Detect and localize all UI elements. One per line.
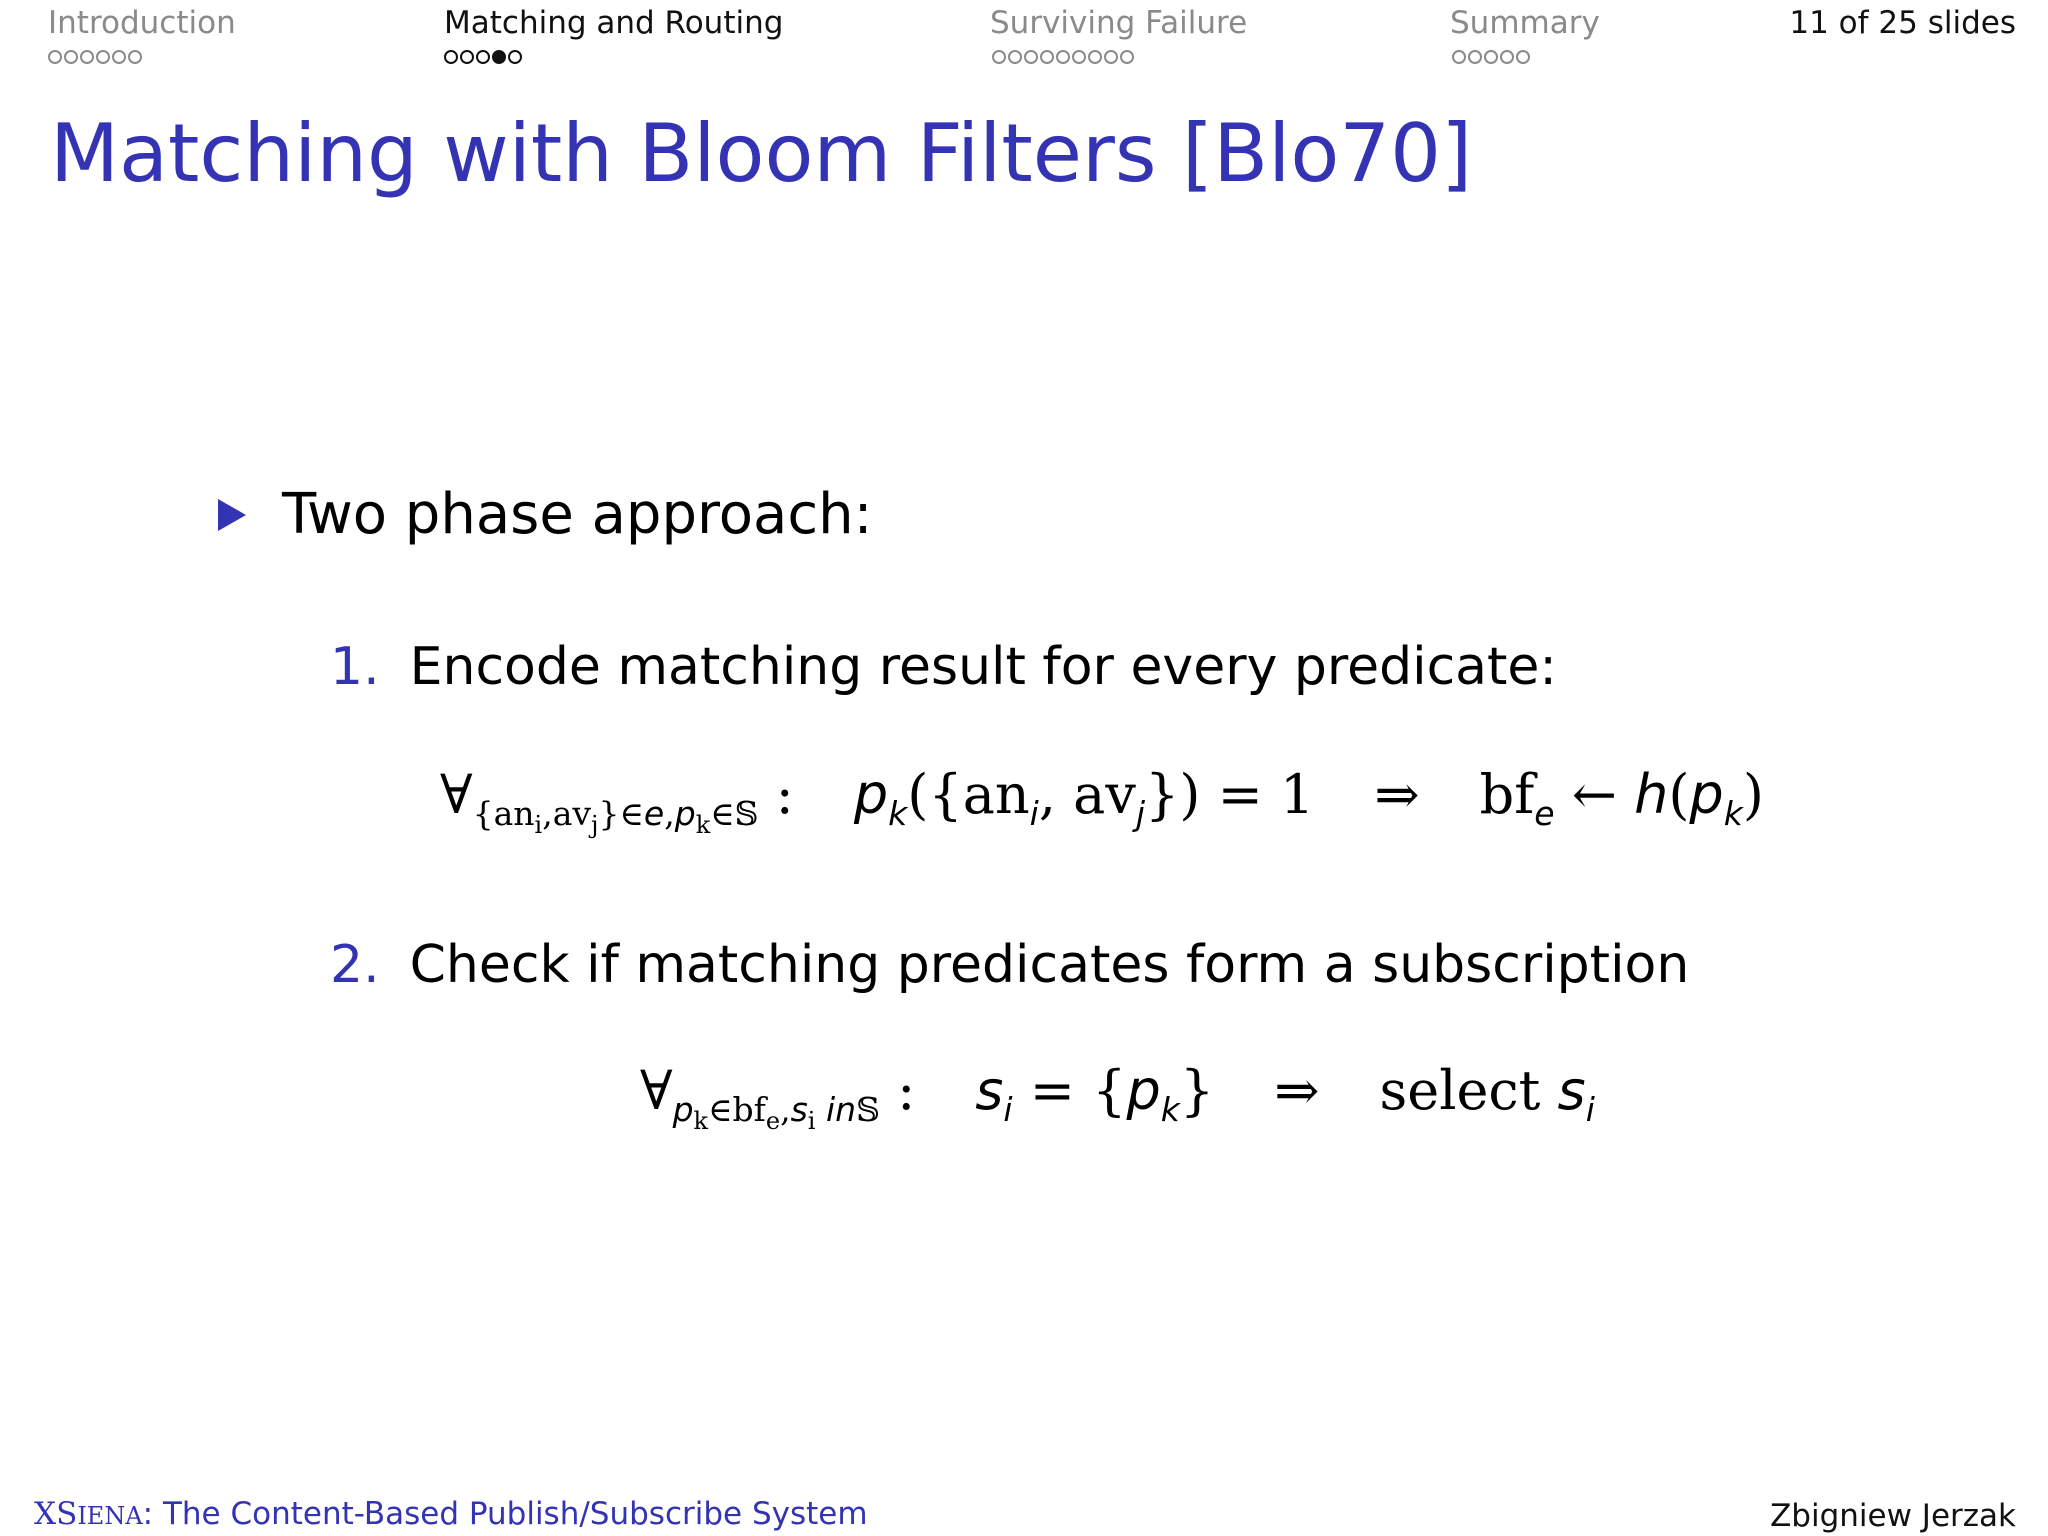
footer-author: Zbigniew Jerzak (1770, 1498, 2016, 1534)
nav-dot[interactable] (80, 50, 94, 64)
slide-title: Matching with Bloom Filters [Blo70] (50, 107, 1473, 200)
nav-dot[interactable] (96, 50, 110, 64)
footer-brand-first: XS (34, 1496, 78, 1532)
nav-dot[interactable] (1008, 50, 1022, 64)
nav-dot[interactable] (492, 50, 506, 64)
nav-dot[interactable] (1088, 50, 1102, 64)
nav-dot[interactable] (1484, 50, 1498, 64)
nav-dot[interactable] (1516, 50, 1530, 64)
nav-dots-introduction (48, 50, 142, 64)
nav-dot[interactable] (128, 50, 142, 64)
nav-dot[interactable] (64, 50, 78, 64)
nav-dot[interactable] (508, 50, 522, 64)
nav-dot[interactable] (1056, 50, 1070, 64)
step-2 (330, 932, 1689, 998)
nav-dot[interactable] (1468, 50, 1482, 64)
triangle-bullet-icon (218, 499, 246, 531)
nav-dot[interactable] (1500, 50, 1514, 64)
bullet-item (218, 480, 873, 550)
slide-counter: 11 of 25 slides (1789, 5, 2016, 41)
bullet-text: Two phase approach: (282, 482, 873, 547)
step-number: 2. (330, 935, 380, 995)
nav-dot[interactable] (1120, 50, 1134, 64)
step-number: 1. (330, 637, 380, 697)
step-text: Encode matching result for every predicate: (409, 637, 1557, 697)
nav-dot[interactable] (992, 50, 1006, 64)
nav-section-summary[interactable]: Summary (1450, 5, 1600, 41)
nav-dot[interactable] (1072, 50, 1086, 64)
formula-check: $\forall_{p_k\in bf_e,s_i in𝕊}$ : $s_i = \{p_k\}$ ⇒ select $s_i$ (640, 1059, 1595, 1135)
nav-dot[interactable] (1040, 50, 1054, 64)
step-text: Check if matching predicates form a subscription (409, 935, 1690, 995)
nav-dots-matching-and-routing (444, 50, 522, 64)
nav-section-matching-and-routing[interactable]: Matching and Routing (444, 5, 784, 41)
nav-dot[interactable] (48, 50, 62, 64)
nav-section-surviving-failure[interactable]: Surviving Failure (990, 5, 1248, 41)
nav-dot[interactable] (112, 50, 126, 64)
nav-dot[interactable] (476, 50, 490, 64)
nav-dots-summary (1452, 50, 1530, 64)
nav-dot[interactable] (444, 50, 458, 64)
footer-title (34, 1494, 868, 1536)
nav-dot[interactable] (1024, 50, 1038, 64)
nav-dot[interactable] (1104, 50, 1118, 64)
nav-dot[interactable] (1452, 50, 1466, 64)
footer-subtitle: : The Content-Based Publish/Subscribe System (142, 1496, 868, 1532)
formula-encode: $\forall_{\{an_i,av_j\}\in e,p_k\in 𝕊}$ : $p_k(\{an_i$, $av_j\}) = 1$ ⇒ $bf_e$ ← $h(p_k)$ (440, 763, 1764, 839)
nav-dot[interactable] (460, 50, 474, 64)
navigation-bar (0, 0, 2048, 80)
footer-brand-rest: IENA (77, 1502, 143, 1530)
step-1 (330, 634, 1557, 700)
nav-section-introduction[interactable]: Introduction (48, 5, 236, 41)
nav-dots-surviving-failure (992, 50, 1134, 64)
